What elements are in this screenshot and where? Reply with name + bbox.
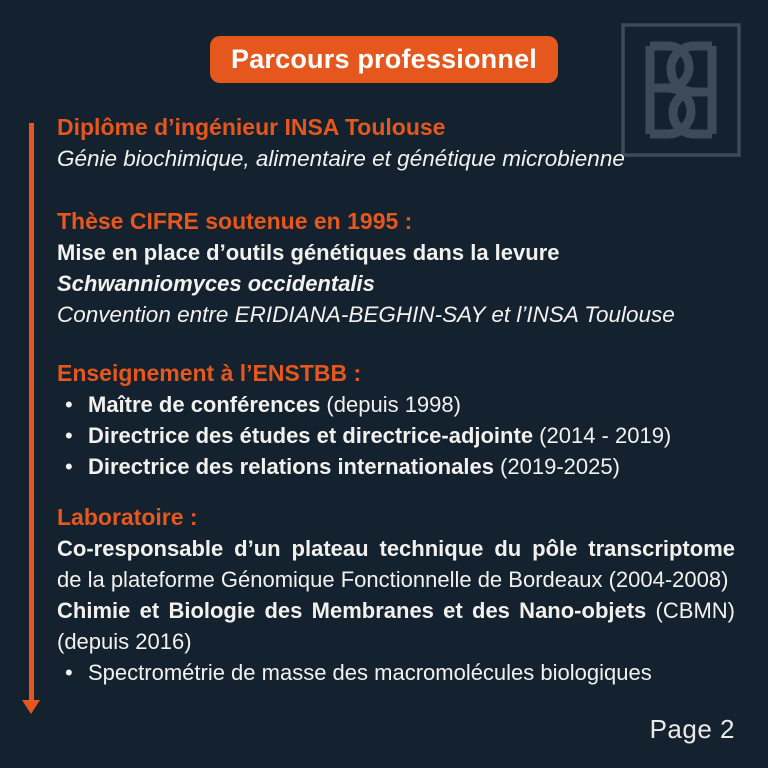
section-heading-laboratoire: Laboratoire : <box>57 504 198 530</box>
list-item <box>57 657 735 688</box>
list-item-bold: Maître de conférences <box>88 392 321 417</box>
list-item-rest: (depuis 1998) <box>320 392 461 417</box>
list-item <box>57 451 735 482</box>
title-banner: Parcours professionnel <box>210 36 558 83</box>
section-heading-enseignement: Enseignement à l’ENSTBB : <box>57 360 362 386</box>
timeline-line <box>29 123 34 701</box>
section-heading-diplome: Diplôme d’ingénieur INSA Toulouse <box>57 114 446 140</box>
page-number: Page 2 <box>649 714 735 744</box>
these-line-1: Mise en place d’outils génétiques dans la levure <box>57 240 560 265</box>
list-item-bold: Directrice des relations internationales <box>88 454 494 479</box>
list-item-rest: Spectrométrie de masse des macromolécules biologiques <box>88 660 652 685</box>
paragraph-rest: de la plateforme Génomique Fonctionnelle de Bordeaux (2004-2008) <box>57 567 729 592</box>
list-item-bold: Directrice des études et directrice-adjointe <box>88 423 534 448</box>
content-column <box>57 112 735 688</box>
diplome-subtitle: Génie biochimique, alimentaire et génétique microbienne <box>57 146 625 171</box>
these-line-3: Convention entre ERIDIANA-BEGHIN-SAY et l’INSA Toulouse <box>57 302 675 327</box>
list-item <box>57 420 735 451</box>
enseignement-list <box>57 389 735 482</box>
paragraph-bold: Chimie et Biologie des Membranes et des Nano-objets <box>57 598 647 623</box>
laboratoire-paragraph-2 <box>57 595 735 657</box>
list-item-rest: (2019-2025) <box>493 454 620 479</box>
list-item-rest: (2014 - 2019) <box>533 423 672 448</box>
section-these <box>57 206 735 330</box>
list-item <box>57 389 735 420</box>
paragraph-bold: Co-responsable d’un plateau technique du pôle transcriptome <box>57 536 735 561</box>
laboratoire-paragraph-1 <box>57 533 735 595</box>
section-laboratoire <box>57 502 735 688</box>
paragraph-rest: (CBMN) (depuis 2016) <box>57 598 735 654</box>
these-line-2: Schwanniomyces occidentalis <box>57 271 375 296</box>
laboratoire-list <box>57 657 735 688</box>
section-diplome <box>57 112 735 174</box>
arrow-down-icon <box>22 700 40 714</box>
section-enseignement <box>57 358 735 482</box>
section-heading-these: Thèse CIFRE soutenue en 1995 : <box>57 208 413 234</box>
